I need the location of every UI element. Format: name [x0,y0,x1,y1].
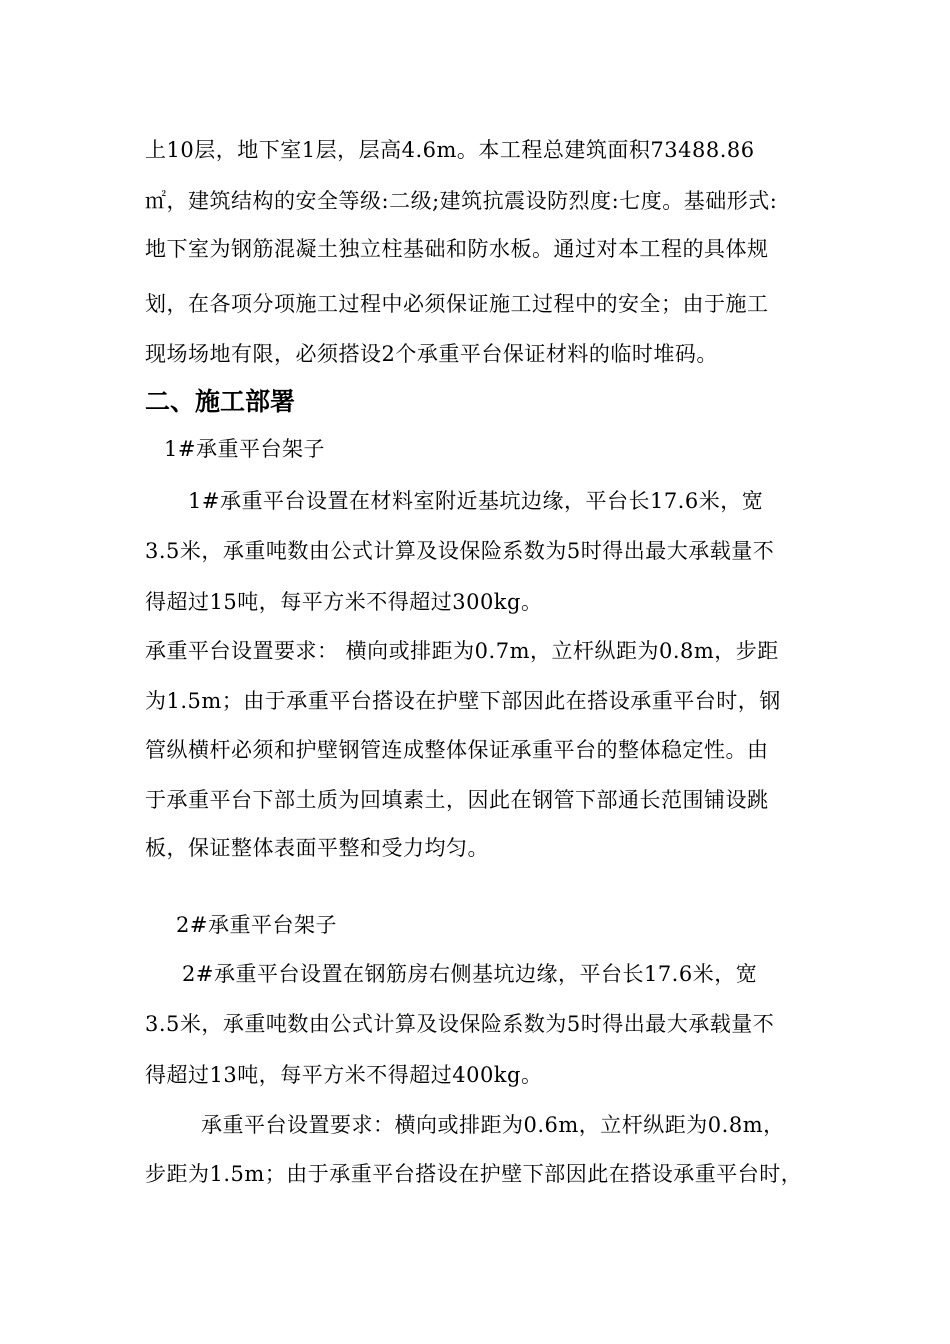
platform-2-title: 2#承重平台架子 [176,913,337,937]
platform-1-req-line-3: 管纵横杆必须和护壁钢管连成整体保证承重平台的整体稳定性。由 [145,738,769,762]
platform-1-desc-line-1: 1#承重平台设置在材料室附近基坑边缘，平台长17.6米，宽 [188,489,764,513]
platform-1-req-line-2: 为1.5m；由于承重平台搭设在护壁下部因此在搭设承重平台时，钢 [145,689,781,713]
platform-2-desc-line-1: 2#承重平台设置在钢筋房右侧基坑边缘，平台长17.6米，宽 [182,962,758,986]
overview-line-5: 现场场地有限，必须搭设2个承重平台保证材料的临时堆码。 [145,342,718,366]
platform-2-req-line-1: 承重平台设置要求：横向或排距为0.6m，立杆纵距为0.8m， [201,1113,785,1137]
platform-1-desc-line-3: 得超过15吨，每平方米不得超过300kg。 [145,590,543,614]
platform-1-req-line-4: 于承重平台下部土质为回填素土，因此在钢管下部通长范围铺设跳 [145,788,769,812]
platform-1-req-line-1: 承重平台设置要求： 横向或排距为0.7m，立杆纵距为0.8m，步距 [145,639,779,663]
platform-1-title: 1#承重平台架子 [164,437,325,461]
platform-1-desc-line-2: 3.5米，承重吨数由公式计算及设保险系数为5时得出最大承载量不 [145,539,775,563]
platform-2-desc-line-2: 3.5米，承重吨数由公式计算及设保险系数为5时得出最大承载量不 [145,1012,775,1036]
section-heading: 二、施工部署 [145,387,296,416]
overview-line-1: 上10层，地下室1层，层高4.6m。本工程总建筑面积73488.86 [145,138,755,162]
overview-line-3: 地下室为钢筋混凝土独立柱基础和防水板。通过对本工程的具体规 [145,237,769,261]
overview-line-4: 划，在各项分项施工过程中必须保证施工过程中的安全；由于施工 [145,292,769,316]
platform-2-desc-line-3: 得超过13吨，每平方米不得超过400kg。 [145,1063,543,1087]
overview-line-2: ㎡，建筑结构的安全等级:二级;建筑抗震设防烈度:七度。基础形式: [145,189,778,213]
platform-2-req-line-2: 步距为1.5m；由于承重平台搭设在护壁下部因此在搭设承重平台时， [145,1162,803,1186]
platform-1-req-line-5: 板，保证整体表面平整和受力均匀。 [145,836,489,860]
